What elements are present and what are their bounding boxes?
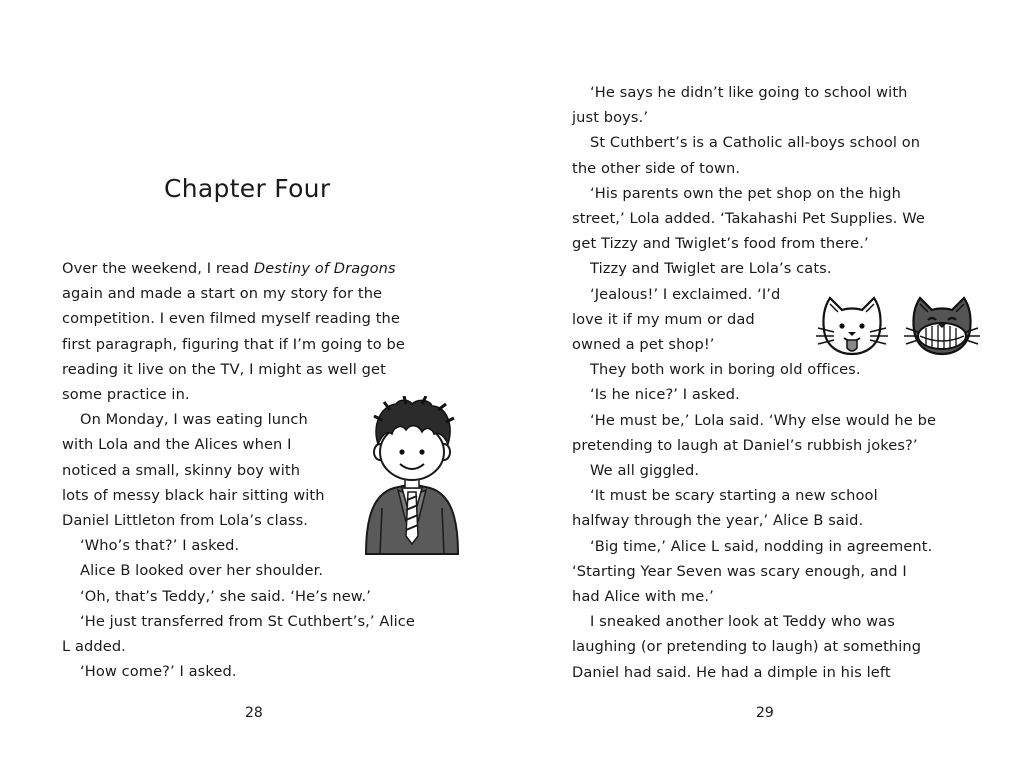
text-line <box>62 461 300 481</box>
text-line <box>590 385 740 405</box>
text-line <box>590 612 895 632</box>
text-span: ‘His parents own the pet shop on the high <box>590 184 901 202</box>
text-span: ‘Oh, that’s Teddy,’ she said. ‘He’s new.’ <box>80 587 371 605</box>
text-span: the other side of town. <box>572 159 741 177</box>
text-span: St Cuthbert’s is a Catholic all-boys school on <box>590 134 921 152</box>
cat-tongue-illustration <box>816 296 888 356</box>
chapter-title: Chapter Four <box>164 174 331 203</box>
text-span: ‘Who’s that?’ I asked. <box>80 537 240 555</box>
text-line <box>572 562 907 582</box>
text-span: with Lola and the Alices when I <box>62 436 292 454</box>
text-line <box>62 385 190 405</box>
text-line <box>590 411 936 431</box>
text-span: ‘Is he nice?’ I asked. <box>590 386 740 404</box>
text-line <box>572 587 714 607</box>
text-span: competition. I even filmed myself reading the <box>62 310 400 328</box>
text-span: ‘Starting Year Seven was scary enough, and I <box>572 562 907 580</box>
text-line <box>590 461 699 481</box>
cat-grin-illustration <box>904 296 980 356</box>
text-line <box>590 537 932 557</box>
text-line <box>80 410 308 430</box>
text-line <box>80 587 371 607</box>
text-line <box>62 335 405 355</box>
text-line <box>572 637 921 657</box>
text-span: Over the weekend, I read <box>62 260 254 277</box>
text-span: Tizzy and Twiglet are Lola’s cats. <box>590 260 832 278</box>
text-line <box>590 133 920 153</box>
text-span: L added. <box>62 638 126 655</box>
boy-illustration <box>360 396 464 556</box>
text-line <box>590 360 861 380</box>
text-line <box>62 435 292 455</box>
text-line <box>590 259 832 279</box>
text-span: We all giggled. <box>590 462 700 479</box>
text-span: laughing (or pretending to laugh) at something <box>572 638 922 656</box>
page-number-left: 28 <box>245 705 263 721</box>
text-span: ‘Big time,’ Alice L said, nodding in agreement. <box>590 537 933 555</box>
text-line <box>572 511 863 531</box>
text-line <box>572 159 740 179</box>
text-span: ‘Jealous!’ I exclaimed. ‘I’d <box>590 285 781 303</box>
text-span: street,’ Lola added. ‘Takahashi Pet Supplies. We <box>572 210 925 227</box>
text-line <box>572 310 755 330</box>
text-line <box>572 234 869 254</box>
text-span: get Tizzy and Twiglet’s food from there.’ <box>572 235 869 253</box>
text-line <box>80 561 323 581</box>
text-line <box>62 309 400 329</box>
text-line <box>80 612 415 632</box>
text-span: ‘He just transferred from St Cuthbert’s,’ Alice <box>80 612 415 630</box>
text-line <box>572 436 918 456</box>
text-span: ‘How come?’ I asked. <box>80 663 237 681</box>
text-line <box>590 184 901 204</box>
text-line <box>62 511 308 531</box>
text-line <box>62 259 396 279</box>
text-line <box>572 209 925 229</box>
right-page <box>510 0 1020 783</box>
text-line <box>590 486 878 506</box>
text-line <box>572 335 715 355</box>
page-number-right: 29 <box>756 705 774 721</box>
text-span: some practice in. <box>62 386 190 403</box>
text-span: love it if my mum or dad <box>572 310 755 328</box>
text-span: Alice B looked over her shoulder. <box>80 562 324 580</box>
text-span: lots of messy black hair sitting with <box>62 486 325 504</box>
text-span: reading it live on the TV, I might as well get <box>62 360 386 378</box>
text-span: They both work in boring old offices. <box>590 361 861 379</box>
text-span: ‘He must be,’ Lola said. ‘Why else would he be <box>590 411 937 429</box>
text-line <box>590 83 908 103</box>
text-line <box>62 360 386 380</box>
text-span: again and made a start on my story for the <box>62 285 383 303</box>
text-span: ‘He says he didn’t like going to school with <box>590 84 908 101</box>
text-line <box>572 108 648 128</box>
text-span: ‘It must be scary starting a new school <box>590 487 878 505</box>
text-line <box>62 637 126 657</box>
text-span: I sneaked another look at Teddy who was <box>590 613 895 631</box>
text-span: owned a pet shop!’ <box>572 336 715 353</box>
text-line <box>590 285 780 305</box>
text-span: pretending to laugh at Daniel’s rubbish jokes?’ <box>572 436 918 454</box>
text-span: On Monday, I was eating lunch <box>80 411 308 429</box>
text-span: first paragraph, figuring that if I’m going to be <box>62 335 405 353</box>
text-span: halfway through the year,’ Alice B said. <box>572 512 864 530</box>
text-span: had Alice with me.’ <box>572 588 714 605</box>
text-span: Daniel Littleton from Lola’s class. <box>62 512 309 529</box>
text-line <box>62 486 325 506</box>
text-line <box>62 284 382 304</box>
text-line <box>80 536 239 556</box>
book-title-italic: Destiny of Dragons <box>253 260 396 277</box>
text-line <box>80 662 237 682</box>
text-span: just boys.’ <box>572 109 649 127</box>
text-span: Daniel had said. He had a dimple in his left <box>572 663 891 681</box>
text-line <box>572 663 891 683</box>
text-span: noticed a small, skinny boy with <box>62 461 301 479</box>
